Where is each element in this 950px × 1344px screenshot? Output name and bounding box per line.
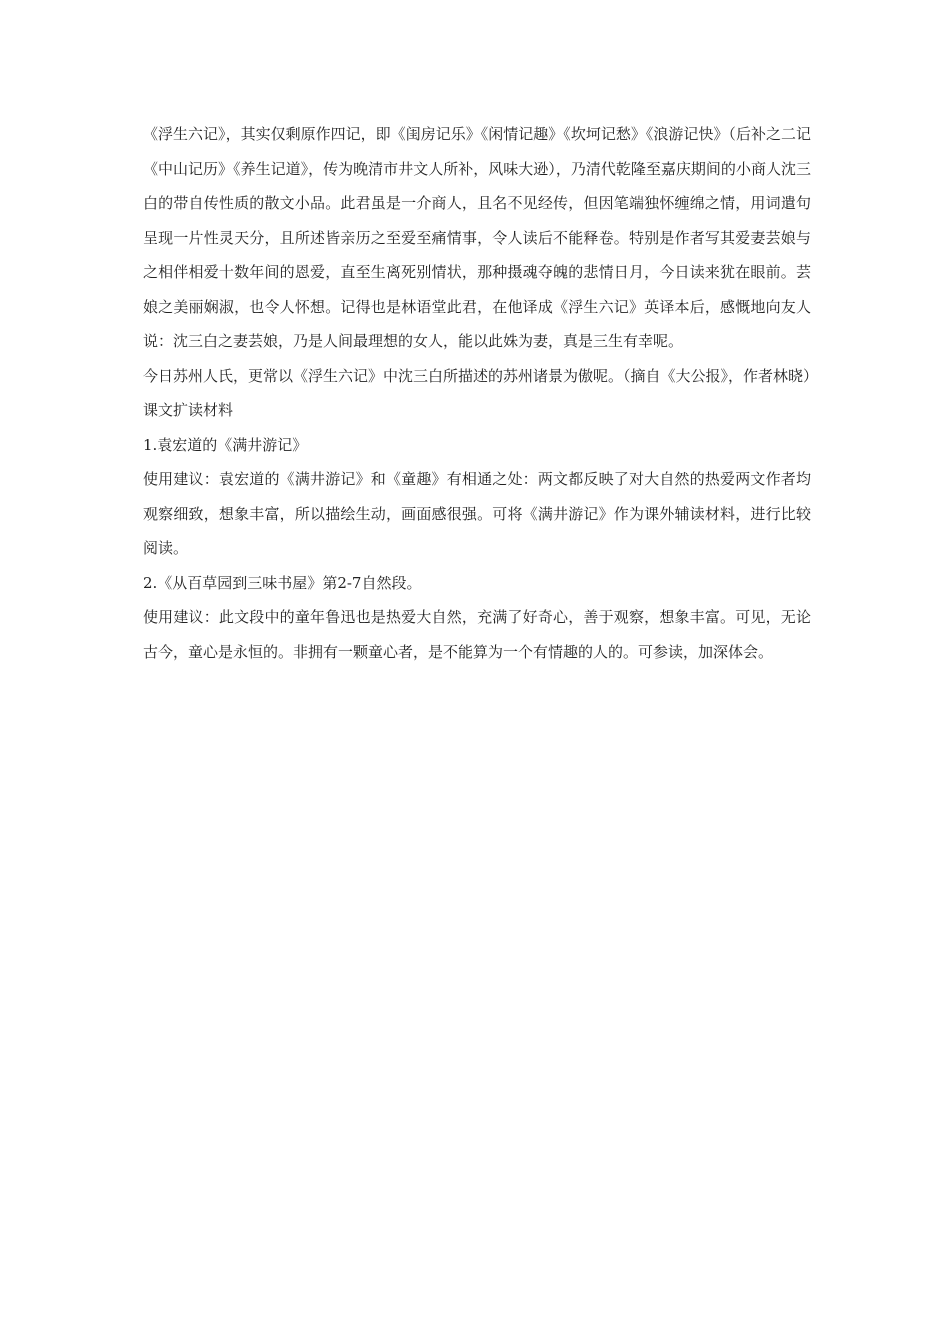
list-item-baicaoyuan-title: 2.《从百草园到三味书屋》第2-7自然段。	[143, 573, 422, 592]
document-body	[143, 117, 819, 669]
paragraph-fusheng-intro: 《浮生六记》，其实仅剩原作四记，即《闺房记乐》《闲情记趣》《坎坷记愁》《浪游记快》（后补之二记《中山记历》《养生记道》，传为晚清市井文人所补，风味大逊），乃清代乾隆至嘉庆期间的小商人沈三白的带自传性质的散文小品。此君虽是一介商人，且名不见经传，但因笔端独怀缠绵之情，用词遣句呈现一片性灵天分，且所述皆亲历之至爱至痛情事，令人读后不能释卷。特别是作者写其爱妻芸娘与之相伴相爱十数年间的恩爱，直至生离死别情状，那种摄魂夺魄的悲情日月，今日读来犹在眼前。芸娘之美丽娴淑，也令人怀想。记得也是林语堂此君，在他译成《浮生六记》英译本后，感慨地向友人说：沈三白之妻芸娘，乃是人间最理想的女人，能以此姝为妻，真是三生有幸呢。	[143, 125, 811, 350]
paragraph-manjing-suggestion: 使用建议：袁宏道的《满井游记》和《童趣》有相通之处：两文都反映了对大自然的热爱两文作者均观察细致，想象丰富，所以描绘生动，画面感很强。可将《满井游记》作为课外辅读材料，进行比较阅读。	[143, 470, 811, 557]
section-heading-extended-reading: 课文扩读材料	[143, 401, 234, 419]
list-item-manjing-title: 1.袁宏道的《满井游记》	[143, 435, 308, 454]
paragraph-suzhou-note: 今日苏州人氏，更常以《浮生六记》中沈三白所描述的苏州诸景为傲呢。（摘自《大公报》，作者林晓）	[143, 366, 819, 385]
paragraph-baicaoyuan-suggestion: 使用建议：此文段中的童年鲁迅也是热爱大自然，充满了好奇心，善于观察，想象丰富。可见，无论古今，童心是永恒的。非拥有一颗童心者，是不能算为一个有情趣的人的。可参读，加深体会。	[143, 608, 811, 661]
